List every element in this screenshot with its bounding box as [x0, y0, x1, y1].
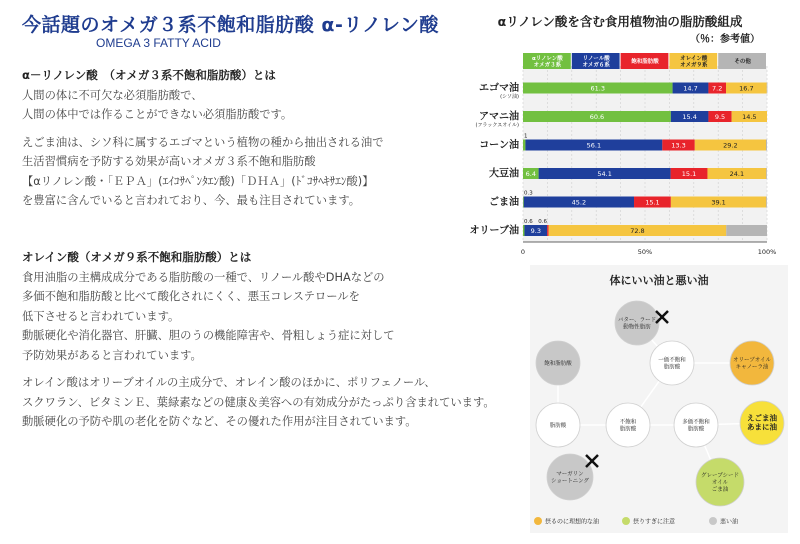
- node-label: 飽和脂肪酸: [544, 360, 572, 367]
- legend-label: その他: [734, 58, 751, 65]
- fatty-acid-chart: [455, 42, 790, 260]
- text-line: 多価不飽和脂肪酸と比べて酸化されにくく、悪玉コレステロールを: [22, 290, 360, 303]
- legend-dot: [534, 517, 542, 525]
- bar-value-label: 14.7: [683, 84, 698, 93]
- node-label: 一価不飽和脂肪酸: [658, 357, 686, 370]
- text-line: えごま油は、シソ科に属するエゴマという植物の種から抽出される油で: [22, 135, 384, 149]
- bar-value-label: 16.7: [739, 84, 754, 93]
- bar-value-label: 15.4: [682, 113, 697, 121]
- bar-segment: [523, 140, 525, 151]
- bar-value-label: 60.6: [589, 113, 605, 121]
- legend-label: 飽和脂肪酸: [631, 58, 659, 65]
- text-line: オレイン酸はオリーブオイルの主成分で、オレイン酸のほかに、ポリフェノール、: [22, 376, 436, 389]
- node-label: オリーブオイルキャノーラ油: [733, 357, 771, 370]
- text-line: 人間の体に不可欠な必須脂肪酸で、: [22, 88, 203, 102]
- bar-value-label: 61.3: [590, 84, 606, 93]
- chart-title: αリノレン酸を含む食用植物油の脂肪酸組成: [497, 14, 743, 29]
- bar-value-label: 39.1: [711, 198, 726, 207]
- category-label: オリーブ油: [469, 225, 519, 237]
- text-line: 動脈硬化の予防や肌の老化を防ぐなど、その優れた作用が注目されています。: [22, 415, 417, 428]
- bar-value-label: 6.4: [525, 170, 536, 178]
- bar-value-label: 7.2: [712, 84, 723, 93]
- node-circle: [615, 301, 659, 345]
- node-egoma: [740, 401, 784, 445]
- node-label: 多価不飽和脂肪酸: [682, 419, 710, 432]
- text-line: を豊富に含んでいると言われており、今、最も注目されています。: [22, 194, 361, 207]
- small-value-label: 0.3: [524, 190, 533, 197]
- category-label: エゴマ油: [479, 83, 519, 94]
- bar-segment: [766, 140, 767, 151]
- legend-label: αリノレン酸オメガ３系: [532, 55, 563, 68]
- x-tick-label: 50%: [637, 248, 653, 256]
- category-label: コーン油: [479, 140, 519, 151]
- page-title: 今話題のオメガ３系不飽和脂肪酸 α‐リノレン酸: [22, 14, 439, 36]
- legend-text: 悪い油: [720, 518, 739, 526]
- bar-value-label: 9.5: [714, 113, 726, 121]
- node-label: 脂肪酸: [549, 422, 567, 429]
- bar-value-label: 56.1: [586, 141, 602, 150]
- category-label: アマニ油: [479, 111, 519, 123]
- node-label: マーガリンショートニング: [550, 471, 590, 484]
- bar-value-label: 9.3: [530, 227, 541, 235]
- text-line: 人間の体中では作ることができない必須脂肪酸です。: [22, 108, 293, 121]
- node-label: グレープシードオイルごま油: [700, 472, 740, 493]
- diagram-title: 体にいい油と悪い油: [609, 274, 709, 287]
- legend-text: 摂るのに理想的な油: [545, 518, 600, 526]
- legend-dot: [622, 517, 630, 525]
- category-note: (シソ油): [500, 94, 519, 100]
- node-circle: [547, 454, 593, 500]
- bar-segment: [726, 225, 767, 236]
- node-mono: [650, 341, 694, 385]
- small-value-label: 0.6 0.6: [524, 219, 547, 225]
- bar-segment: [766, 197, 767, 208]
- node-saturated: [536, 341, 580, 385]
- text-line: スクワラン、ビタミンＥ、葉緑素などの健康＆美容への有効成分がたっぷり含まれています。: [22, 395, 495, 409]
- bar-value-label: 54.1: [597, 170, 612, 178]
- x-tick-label: 100%: [757, 248, 777, 256]
- text-line: 生活習慣病を予防する効果が高いオメガ３系不飽和脂肪酸: [22, 155, 316, 168]
- legend-label: オレイン酸オメガ９系: [680, 55, 708, 68]
- node-butter: [615, 301, 659, 345]
- node-fat: [536, 403, 580, 447]
- bar-value-label: 13.3: [671, 141, 686, 150]
- category-note: (フラックスオイル): [475, 122, 519, 129]
- node-grape: [696, 458, 744, 506]
- bar-segment: [767, 83, 768, 94]
- chart-unit: （％：参考値）: [690, 34, 760, 45]
- cross-icon: [586, 455, 598, 467]
- text-line: 低下させると言われています。: [22, 309, 180, 323]
- node-unsat: [606, 403, 650, 447]
- node-circle: [606, 403, 650, 447]
- bar-value-label: 29.2: [723, 141, 738, 150]
- text-line: 動脈硬化や消化器官、肝臓、胆のうの機能障害や、骨粗しょう症に対して: [22, 329, 395, 342]
- bar-segment: [547, 225, 548, 236]
- text-line: 【αリノレン酸・「ＥＰＡ」(ｴｲｺｻﾍﾟﾝﾀｴﾝ酸)「ＤＨＡ」(ﾄﾞｺｻﾍｷｻｴﾝ酸)】: [22, 174, 374, 188]
- bar-value-label: 15.1: [645, 198, 660, 207]
- node-circle: [730, 341, 774, 385]
- small-value-label: 1: [524, 133, 528, 140]
- bar-value-label: 72.8: [630, 227, 645, 235]
- bar-segment: [766, 168, 767, 179]
- text-line: 食用油脂の主構成成分である脂肪酸の一種で、リノール酸やDHAなどの: [22, 270, 385, 284]
- legend-dot: [709, 517, 717, 525]
- bar-value-label: 14.5: [742, 113, 757, 121]
- node-circle: [674, 403, 718, 447]
- category-label: ごま油: [489, 197, 519, 208]
- bar-segment: [523, 197, 524, 208]
- node-olive: [730, 341, 774, 385]
- node-circle: [650, 341, 694, 385]
- bar-segment: [523, 225, 524, 236]
- section-heading: オレイン酸（オメガ９系不飽和脂肪酸）とは: [22, 250, 252, 264]
- section-heading: α－リノレン酸 （オメガ３系不飽和脂肪酸）とは: [22, 68, 276, 82]
- node-label: 不飽和脂肪酸: [619, 419, 637, 432]
- legend-label: リノール酸オメガ６系: [582, 55, 610, 68]
- category-label: 大豆油: [489, 168, 519, 180]
- x-tick-label: 0: [520, 248, 526, 256]
- legend-text: 摂りすぎに注意: [633, 518, 676, 526]
- oil-diagram: [530, 265, 788, 533]
- node-poly: [674, 403, 718, 447]
- node-label: バター、ラード動物性脂肪: [617, 317, 657, 330]
- bar-value-label: 24.1: [729, 170, 745, 178]
- bar-value-label: 15.1: [681, 170, 697, 178]
- text-line: 予防効果があると言われています。: [22, 348, 202, 362]
- node-margarine: [547, 454, 593, 500]
- page-subtitle: OMEGA 3 FATTY ACID: [96, 36, 221, 50]
- section-oleic: [22, 248, 532, 432]
- bar-value-label: 45.2: [571, 198, 587, 207]
- node-label: えごま油あまに油: [747, 413, 777, 432]
